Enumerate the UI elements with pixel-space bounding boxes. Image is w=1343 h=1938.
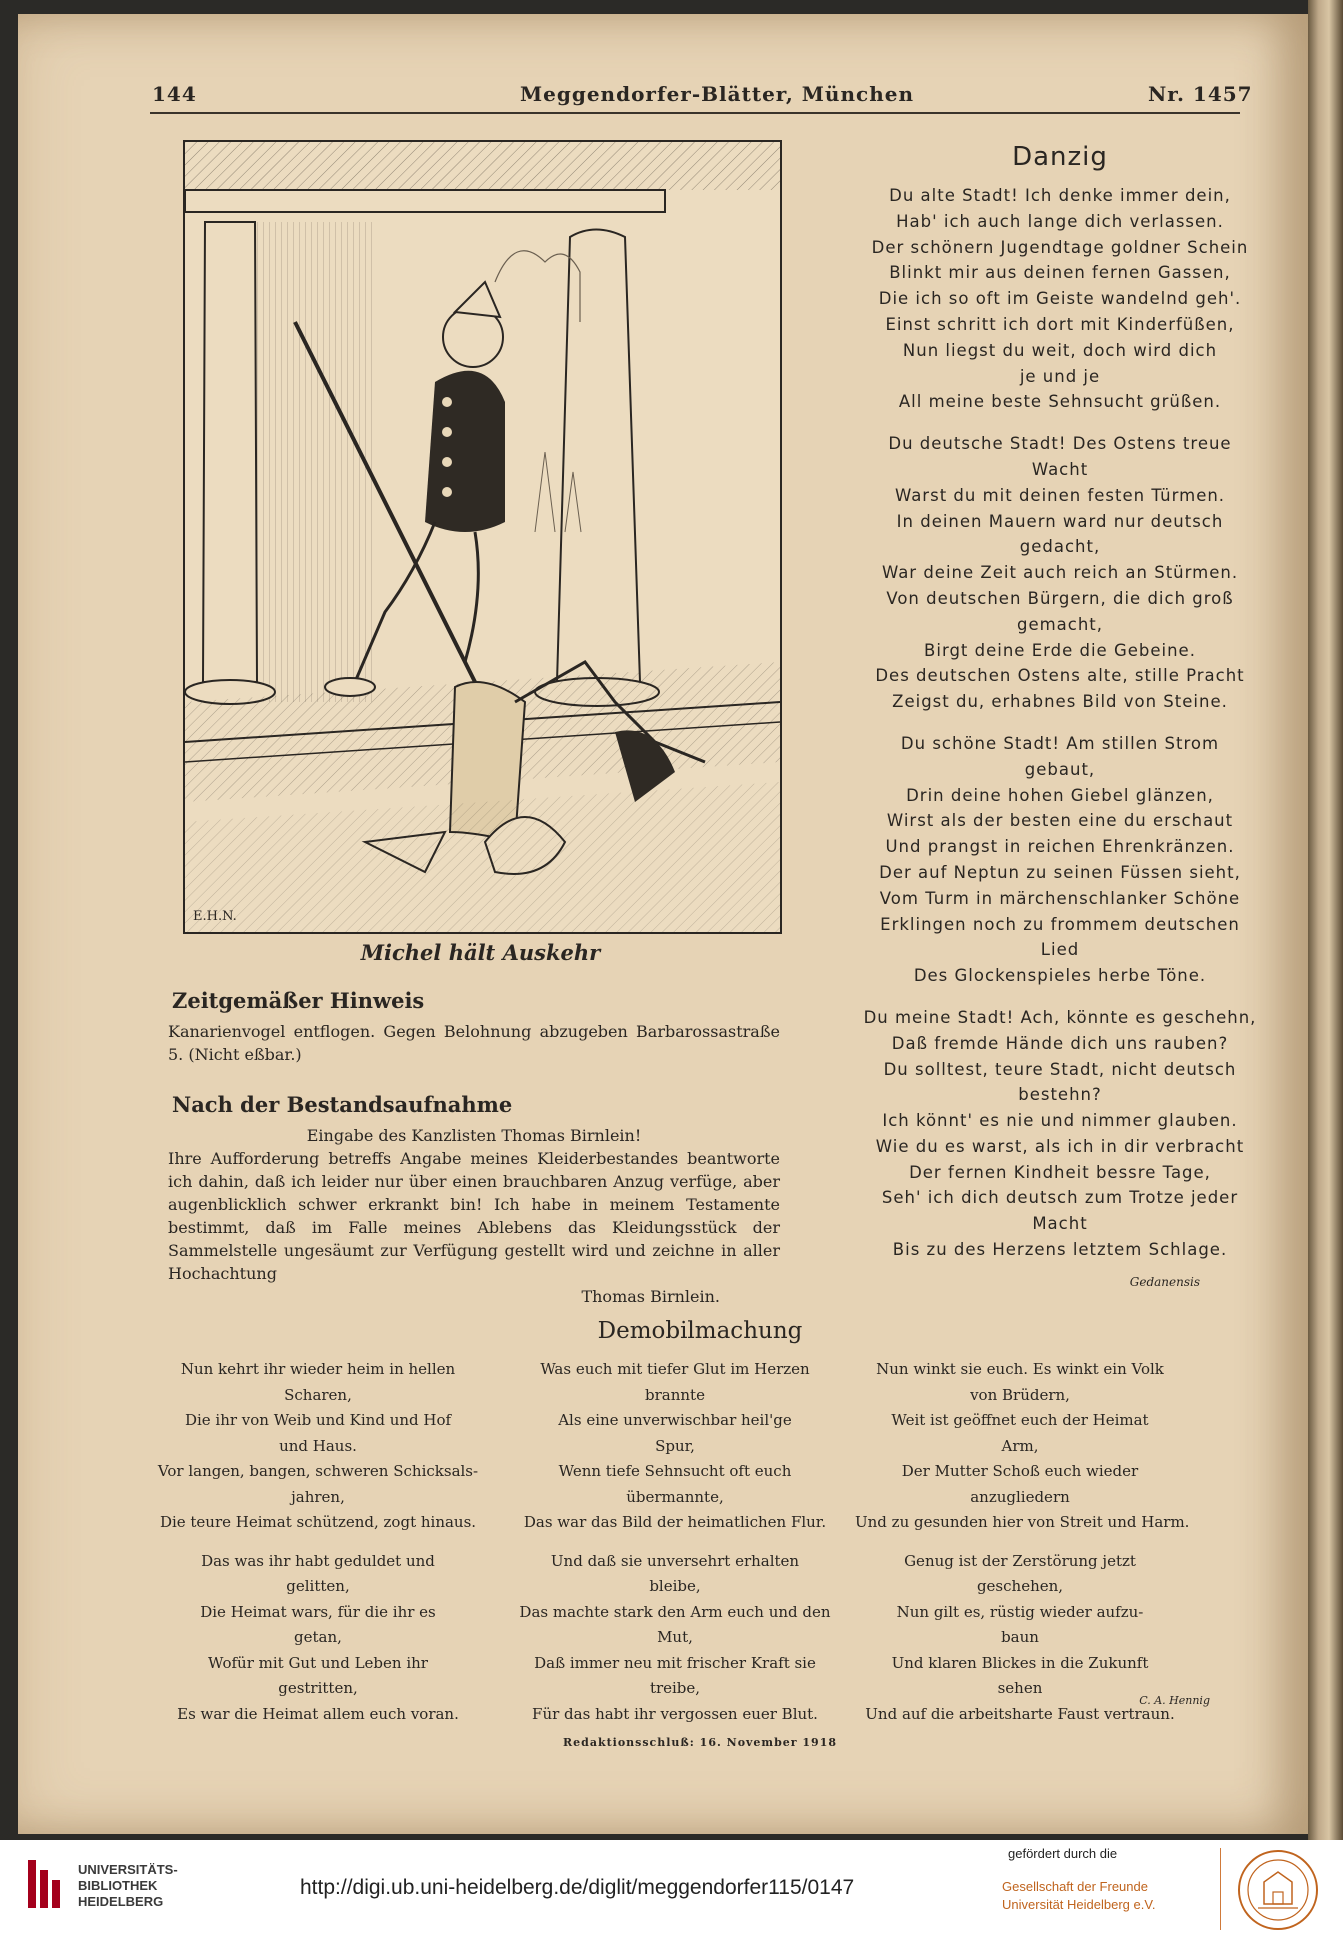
- poem-line: Des Glockenspieles herbe Töne.: [913, 966, 1207, 986]
- demobil-column-3: [855, 1357, 1190, 1740]
- poem-line: All meine beste Sehnsucht grüßen.: [898, 392, 1222, 412]
- poem-line: Der schönern Jugendtage goldner Schein: [871, 237, 1249, 257]
- library-logo-icon: [24, 1856, 70, 1912]
- poem-line: Daß immer neu mit frischer Kraft sie: [534, 1653, 816, 1672]
- poem-line: Das war das Bild der heimatlichen Flur.: [523, 1513, 827, 1531]
- demobil-stanza: [510, 1549, 840, 1728]
- poem-line: Seh' ich dich deutsch zum Trotze jeder: [881, 1188, 1239, 1208]
- poem-line: Weit ist geöffnet euch der Heimat: [891, 1411, 1149, 1429]
- page-number: 144: [152, 82, 197, 106]
- poem-line: Nun kehrt ihr wieder heim in hellen: [180, 1360, 456, 1378]
- demobil-stanza: [153, 1549, 483, 1728]
- poem-line: Macht: [1032, 1214, 1088, 1234]
- poem-line: Die ich so oft im Geiste wandelnd geh'.: [878, 289, 1242, 309]
- poem-line: Ich könnt' es nie und nimmer glauben.: [882, 1111, 1238, 1131]
- danzig-stanza: [800, 731, 1320, 989]
- library-name-line: BIBLIOTHEK: [78, 1878, 158, 1893]
- poem-line: gedacht,: [1019, 537, 1101, 557]
- poem-line: Drin deine hohen Giebel glänzen,: [906, 785, 1214, 805]
- poem-line: Und zu gesunden hier von Streit und Harm.: [855, 1513, 1190, 1531]
- poem-line: Einst schritt ich dort mit Kinderfüßen,: [885, 314, 1235, 334]
- poem-line: Du solltest, teure Stadt, nicht deutsch: [883, 1059, 1237, 1079]
- artist-signature: E.H.N.: [193, 909, 237, 924]
- poem-line: Des deutschen Ostens alte, stille Pracht: [875, 666, 1245, 686]
- poem-line: Bis zu des Herzens letztem Schlage.: [892, 1240, 1228, 1260]
- demobil-column-1: [153, 1357, 483, 1740]
- poem-line: getan,: [294, 1628, 342, 1646]
- bestand-text: Ihre Aufforderung betreffs Angabe meines Kleiderbestandes beantworte ich dahin, daß ich leider nur über einen brauchbaren Anzug verfüge, aber augenblicklich schwer erkrankt bin! Ich habe in meinem Testamente bestimmt, daß im Falle meines Ablebens das Kleidungsstück der Sammelstelle ungesäumt zur Verfügung gestellt wird und zeichne in aller Hochachtung: [168, 1149, 780, 1283]
- sponsor-name-line: Gesellschaft der Freunde: [1002, 1879, 1148, 1894]
- poem-line: Wirst als der besten eine du erschaut: [886, 811, 1234, 831]
- demobil-stanza: [510, 1357, 840, 1536]
- poem-line: Wacht: [1031, 459, 1089, 479]
- poem-line: gelitten,: [286, 1577, 350, 1595]
- poem-line: Spur,: [655, 1436, 695, 1455]
- poem-line: Der Mutter Schoß euch wieder: [901, 1462, 1139, 1480]
- poem-line: und Haus.: [279, 1436, 357, 1455]
- danzig-stanza: [800, 183, 1320, 415]
- running-title: Meggendorfer-Blätter, München: [520, 82, 914, 106]
- bestand-subtitle: Eingabe des Kanzlisten Thomas Birnlein!: [306, 1126, 642, 1145]
- hinweis-text: Kanarienvogel entflogen. Gegen Belohnung abzugeben Barbarossastraße 5. (Nicht eßbar.): [168, 1022, 780, 1064]
- poem-line: Und daß sie unversehrt erhalten: [550, 1551, 800, 1570]
- danzig-title: Danzig: [1012, 142, 1108, 172]
- poem-line: geschehen,: [976, 1577, 1064, 1595]
- poem-line: Du deutsche Stadt! Des Ostens treue: [888, 434, 1232, 454]
- poem-line: Die teure Heimat schützend, zogt hinaus.: [159, 1513, 477, 1531]
- poem-line: Das was ihr habt geduldet und: [201, 1551, 435, 1570]
- poem-line: Du meine Stadt! Ach, könnte es geschehn,: [863, 1007, 1257, 1027]
- poem-line: von Brüdern,: [970, 1385, 1070, 1404]
- university-seal-icon: [1236, 1848, 1320, 1932]
- illustration-caption: Michel hält Auskehr: [360, 940, 601, 965]
- poem-line: Die Heimat wars, für die ihr es: [200, 1602, 436, 1621]
- bestand-title: Nach der Bestandsaufnahme: [172, 1092, 513, 1117]
- poem-line: gestritten,: [278, 1679, 358, 1697]
- poem-line: Erklingen noch zu frommem deutschen: [880, 914, 1240, 934]
- poem-line: Der fernen Kindheit bessre Tage,: [909, 1162, 1211, 1182]
- poem-line: Von deutschen Bürgern, die dich groß: [886, 588, 1234, 608]
- demobil-title: Demobilmachung: [597, 1318, 803, 1344]
- poem-line: übermannte,: [626, 1487, 724, 1506]
- poem-line: Hab' ich auch lange dich verlassen.: [896, 211, 1224, 231]
- poem-line: Daß fremde Hände dich uns rauben?: [891, 1033, 1229, 1053]
- poem-line: Nun liegst du weit, doch wird dich: [902, 340, 1218, 360]
- poem-line: Blinkt mir aus deinen fernen Gassen,: [889, 263, 1231, 283]
- poem-line: Zeigst du, erhabnes Bild von Steine.: [892, 692, 1228, 712]
- poem-line: Und auf die arbeitsharte Faust vertraun.: [865, 1704, 1175, 1723]
- poem-line: Wenn tiefe Sehnsucht oft euch: [558, 1462, 792, 1480]
- poem-line: Und prangst in reichen Ehrenkränzen.: [885, 837, 1235, 857]
- library-footer: [0, 1840, 1343, 1938]
- poem-line: Vor langen, bangen, schweren Schicksals-: [157, 1462, 479, 1480]
- poem-line: Mut,: [657, 1628, 693, 1646]
- poem-line: treibe,: [649, 1679, 701, 1697]
- sponsor-name-line: Universität Heidelberg e.V.: [1002, 1897, 1156, 1912]
- poem-line: Du alte Stadt! Ich denke immer dein,: [889, 186, 1231, 205]
- library-name: [78, 1862, 178, 1910]
- bestand-signature: Thomas Birnlein.: [581, 1287, 720, 1306]
- poem-line: baun: [1001, 1628, 1039, 1646]
- demobil-stanza: [855, 1357, 1190, 1536]
- poem-line: brannte: [645, 1385, 705, 1404]
- danzig-stanza: [800, 1005, 1320, 1263]
- hinweis-title: Zeitgemäßer Hinweis: [172, 988, 425, 1013]
- poem-line: sehen: [997, 1679, 1043, 1697]
- poem-line: Lied: [1040, 940, 1080, 960]
- poem-line: Du schöne Stadt! Am stillen Strom: [900, 733, 1220, 753]
- editorial-deadline: Redaktionsschluß: 16. November 1918: [563, 1736, 837, 1749]
- permalink-url[interactable]: http://digi.ub.uni-heidelberg.de/diglit/meggendorfer115/0147: [300, 1876, 855, 1899]
- sponsor-divider: [1220, 1848, 1221, 1930]
- library-name-line: UNIVERSITÄTS-: [78, 1862, 178, 1877]
- poem-line: Nun winkt sie euch. Es winkt ein Volk: [876, 1360, 1164, 1378]
- poem-line: Das machte stark den Arm euch und den: [519, 1602, 831, 1621]
- poem-line: Genug ist der Zerstörung jetzt: [904, 1551, 1136, 1570]
- header-rule: [150, 112, 1240, 114]
- demobil-author: C. A. Hennig: [1139, 1694, 1210, 1707]
- poem-line: Scharen,: [284, 1385, 352, 1404]
- sponsor-name: [1002, 1878, 1155, 1914]
- poem-line: bestehn?: [1018, 1085, 1102, 1105]
- poem-line: Wie du es warst, als ich in dir verbracht: [875, 1136, 1245, 1156]
- poem-line: Wofür mit Gut und Leben ihr: [208, 1653, 428, 1672]
- poem-line: Nun gilt es, rüstig wieder aufzu-: [896, 1602, 1144, 1621]
- poem-line: Es war die Heimat allem euch voran.: [177, 1704, 459, 1723]
- sponsor-prefix: gefördert durch die: [1008, 1846, 1118, 1861]
- library-name-line: HEIDELBERG: [78, 1894, 164, 1909]
- issue-number: Nr. 1457: [1148, 82, 1253, 106]
- poem-line: gebaut,: [1024, 759, 1096, 779]
- poem-line: gemacht,: [1016, 614, 1104, 634]
- poem-line: Und klaren Blickes in die Zukunft: [891, 1653, 1149, 1672]
- danzig-stanza: [800, 431, 1320, 715]
- poem-line: Vom Turm in märchenschlanker Schöne: [879, 888, 1241, 908]
- danzig-author: Gedanensis: [1129, 1275, 1200, 1289]
- poem-line: In deinen Mauern ward nur deutsch: [896, 511, 1224, 531]
- demobil-column-2: [510, 1357, 840, 1740]
- poem-line: Warst du mit deinen festen Türmen.: [894, 485, 1226, 505]
- danzig-poem: [800, 183, 1320, 1279]
- poem-line: bleibe,: [649, 1577, 701, 1595]
- poem-line: Birgt deine Erde die Gebeine.: [924, 640, 1196, 660]
- poem-line: anzugliedern: [970, 1487, 1070, 1506]
- cartoon-illustration: [183, 140, 782, 934]
- poem-line: jahren,: [291, 1487, 345, 1506]
- poem-line: Als eine unverwischbar heil'ge: [558, 1411, 792, 1429]
- poem-line: War deine Zeit auch reich an Stürmen.: [881, 563, 1239, 583]
- poem-line: Die ihr von Weib und Kind und Hof: [184, 1411, 452, 1429]
- cartoon-drawing: [185, 142, 780, 932]
- poem-line: Arm,: [1001, 1436, 1039, 1455]
- poem-line: je und je: [1019, 366, 1101, 386]
- demobil-stanza: [153, 1357, 483, 1536]
- poem-line: Der auf Neptun zu seinen Füssen sieht,: [879, 862, 1241, 882]
- bestand-body: [168, 1124, 780, 1308]
- poem-line: Für das habt ihr vergossen euer Blut.: [532, 1704, 818, 1723]
- poem-line: Was euch mit tiefer Glut im Herzen: [540, 1360, 810, 1378]
